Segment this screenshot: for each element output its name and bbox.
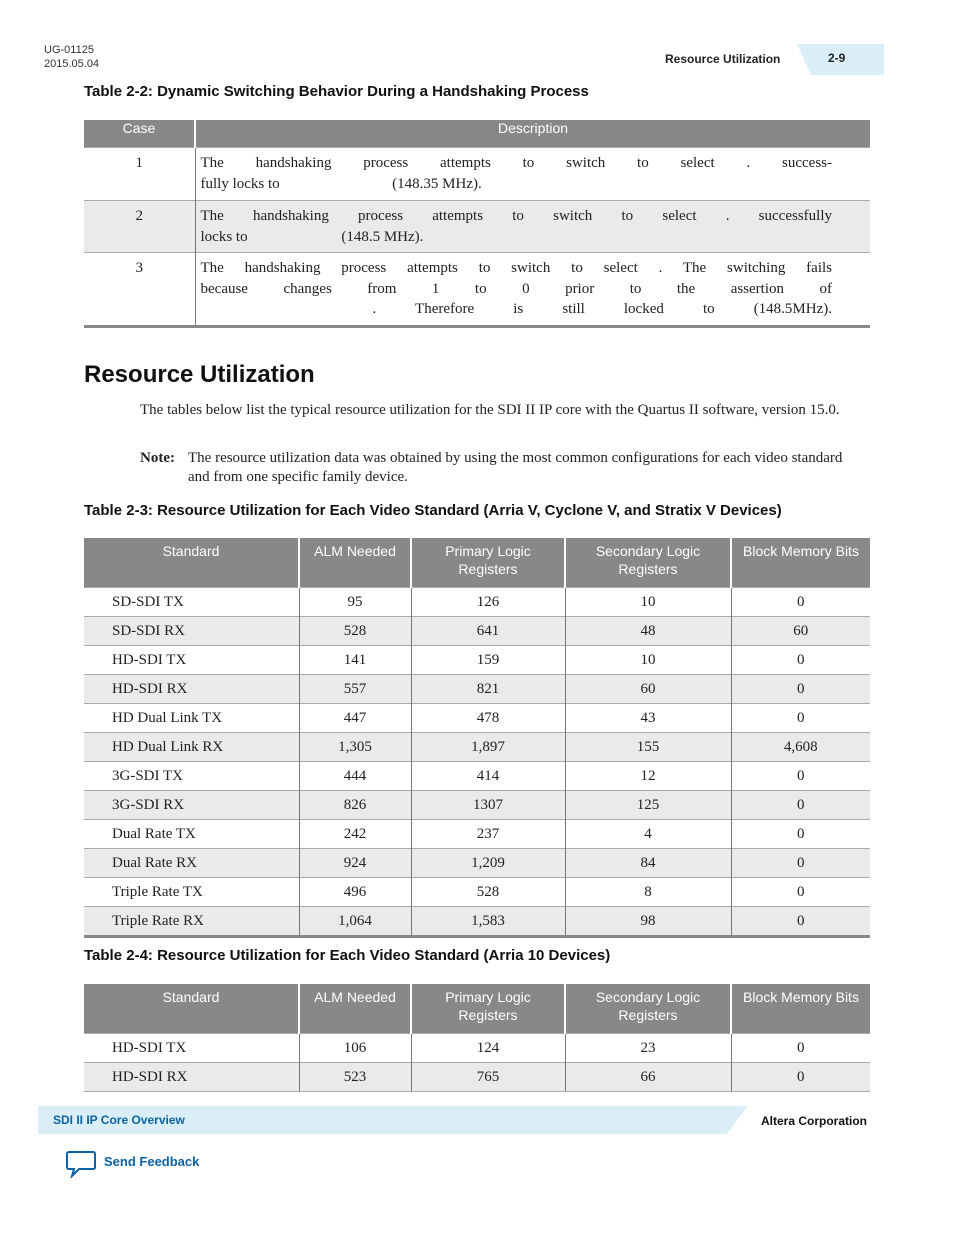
table-row xyxy=(84,253,870,327)
standard-cell: HD-SDI RX xyxy=(84,675,299,704)
note xyxy=(140,449,860,487)
section-title: Resource Utilization xyxy=(84,361,315,388)
table-header-row xyxy=(84,120,870,148)
footer-company: Altera Corporation xyxy=(761,1114,868,1128)
table-row xyxy=(84,704,870,733)
secondary-registers-cell: 66 xyxy=(565,1063,731,1092)
doc-date: 2015.05.04 xyxy=(44,58,100,70)
table-row xyxy=(84,588,870,617)
block-memory-cell: 0 xyxy=(731,588,870,617)
primary-registers-cell: 821 xyxy=(411,675,565,704)
alm-cell: 826 xyxy=(299,791,411,820)
primary-registers-cell: 1307 xyxy=(411,791,565,820)
block-memory-cell: 0 xyxy=(731,820,870,849)
header-block-memory-bits: Block Memory Bits xyxy=(731,984,870,1034)
standard-cell: HD-SDI TX xyxy=(84,1034,299,1063)
primary-registers-cell: 237 xyxy=(411,820,565,849)
case-cell: 1 xyxy=(84,148,195,201)
table-row xyxy=(84,675,870,704)
primary-registers-cell: 1,209 xyxy=(411,849,565,878)
standard-cell: HD Dual Link TX xyxy=(84,704,299,733)
standard-cell: Triple Rate TX xyxy=(84,878,299,907)
description-line xyxy=(201,258,833,279)
alm-cell: 95 xyxy=(299,588,411,617)
primary-registers-cell: 1,897 xyxy=(411,733,565,762)
table-row xyxy=(84,762,870,791)
primary-registers-cell: 414 xyxy=(411,762,565,791)
header-alm-needed: ALM Needed xyxy=(299,538,411,588)
standard-cell: SD-SDI TX xyxy=(84,588,299,617)
table-2-4-body xyxy=(84,1034,870,1092)
table-row xyxy=(84,1034,870,1063)
standard-cell: 3G-SDI TX xyxy=(84,762,299,791)
secondary-registers-cell: 84 xyxy=(565,849,731,878)
primary-registers-cell: 478 xyxy=(411,704,565,733)
block-memory-cell: 0 xyxy=(731,1063,870,1092)
header-section-title: Resource Utilization xyxy=(665,52,781,66)
footer-doc-title[interactable]: SDI II IP Core Overview xyxy=(53,1113,185,1127)
text-fragment: The handshaking process attempts to switch to select xyxy=(200,260,638,276)
primary-registers-cell: 765 xyxy=(411,1063,565,1092)
alm-cell: 1,305 xyxy=(299,733,411,762)
standard-cell: HD Dual Link RX xyxy=(84,733,299,762)
table-2-3-caption: Table 2-3: Resource Utilization for Each Video Standard (Arria V, Cyclone V, and Stratix V Devices) xyxy=(84,502,782,519)
block-memory-cell: 0 xyxy=(731,675,870,704)
description-cell xyxy=(195,148,870,201)
description-cell xyxy=(195,253,870,327)
table-row xyxy=(84,201,870,253)
alm-cell: 242 xyxy=(299,820,411,849)
primary-registers-cell: 159 xyxy=(411,646,565,675)
description-cell xyxy=(195,201,870,253)
table-row xyxy=(84,733,870,762)
page-number: 2-9 xyxy=(828,51,846,65)
table-row xyxy=(84,1063,870,1092)
header-description: Description xyxy=(195,120,870,148)
table-row xyxy=(84,791,870,820)
secondary-registers-cell: 10 xyxy=(565,588,731,617)
case-cell: 3 xyxy=(84,253,195,327)
secondary-registers-cell: 125 xyxy=(565,791,731,820)
secondary-registers-cell: 12 xyxy=(565,762,731,791)
block-memory-cell: 0 xyxy=(731,878,870,907)
secondary-registers-cell: 4 xyxy=(565,820,731,849)
secondary-registers-cell: 155 xyxy=(565,733,731,762)
primary-registers-cell: 124 xyxy=(411,1034,565,1063)
standard-cell: 3G-SDI RX xyxy=(84,791,299,820)
block-memory-cell: 60 xyxy=(731,617,870,646)
alm-cell: 557 xyxy=(299,675,411,704)
header-primary-logic-registers: Primary Logic Registers xyxy=(411,538,565,588)
block-memory-cell: 0 xyxy=(731,762,870,791)
secondary-registers-cell: 8 xyxy=(565,878,731,907)
header-primary-logic-registers: Primary Logic Registers xyxy=(411,984,565,1034)
primary-registers-cell: 528 xyxy=(411,878,565,907)
standard-cell: SD-SDI RX xyxy=(84,617,299,646)
alm-cell: 528 xyxy=(299,617,411,646)
case-cell: 2 xyxy=(84,201,195,253)
block-memory-cell: 0 xyxy=(731,646,870,675)
standard-cell: Dual Rate TX xyxy=(84,820,299,849)
table-2-2 xyxy=(84,120,870,328)
primary-registers-cell: 126 xyxy=(411,588,565,617)
text-fragment: success- xyxy=(782,155,832,171)
header-secondary-logic-registers: Secondary Logic Registers xyxy=(565,538,731,588)
standard-cell: HD-SDI RX xyxy=(84,1063,299,1092)
secondary-registers-cell: 48 xyxy=(565,617,731,646)
secondary-registers-cell: 23 xyxy=(565,1034,731,1063)
table-2-3-body xyxy=(84,588,870,937)
text-fragment: . xyxy=(725,208,730,224)
text-fragment: because xyxy=(200,280,248,297)
header-standard: Standard xyxy=(84,984,299,1034)
alm-cell: 924 xyxy=(299,849,411,878)
table-2-2-caption: Table 2-2: Dynamic Switching Behavior During a Handshaking Process xyxy=(84,83,589,100)
alm-cell: 447 xyxy=(299,704,411,733)
alm-cell: 106 xyxy=(299,1034,411,1063)
header-block-memory-bits: Block Memory Bits xyxy=(731,538,870,588)
text-fragment: is still locked to xyxy=(513,301,715,317)
table-2-4 xyxy=(84,984,870,1092)
secondary-registers-cell: 10 xyxy=(565,646,731,675)
standard-cell: Dual Rate RX xyxy=(84,849,299,878)
header-case: Case xyxy=(84,120,195,148)
primary-registers-cell: 1,583 xyxy=(411,907,565,937)
text-fragment: . The switching fails xyxy=(658,260,832,276)
note-label: Note: xyxy=(140,450,175,466)
document-id xyxy=(44,43,99,71)
table-2-4-caption: Table 2-4: Resource Utilization for Each Video Standard (Arria 10 Devices) xyxy=(84,947,611,964)
alm-cell: 496 xyxy=(299,878,411,907)
intro-paragraph: The tables below list the typical resource utilization for the SDI II IP core with the Quartus II software, version 15.0. xyxy=(140,402,840,418)
table-row xyxy=(84,646,870,675)
table-row xyxy=(84,849,870,878)
block-memory-cell: 0 xyxy=(731,704,870,733)
block-memory-cell: 0 xyxy=(731,1034,870,1063)
secondary-registers-cell: 60 xyxy=(565,675,731,704)
table-row xyxy=(84,907,870,937)
header-alm-needed: ALM Needed xyxy=(299,984,411,1034)
note-text: The resource utilization data was obtained by using the most common configurations for each video standard and from one specific family device. xyxy=(188,450,843,485)
primary-registers-cell: 641 xyxy=(411,617,565,646)
description-line xyxy=(201,153,833,174)
doc-number: UG-01125 xyxy=(44,44,94,56)
description-line xyxy=(201,279,833,300)
standard-cell: HD-SDI TX xyxy=(84,646,299,675)
table-2-3 xyxy=(84,538,870,938)
description-line xyxy=(201,299,833,320)
text-fragment: (148.5MHz). xyxy=(753,301,833,317)
feedback-bubble-icon[interactable] xyxy=(66,1150,96,1178)
text-fragment: changes from 1 to 0 prior to the assertion of xyxy=(283,280,832,297)
standard-cell: Triple Rate RX xyxy=(84,907,299,937)
text-fragment: successfully xyxy=(758,208,832,224)
text-fragment: The handshaking process attempts to switch to select xyxy=(200,208,697,224)
block-memory-cell: 4,608 xyxy=(731,733,870,762)
block-memory-cell: 0 xyxy=(731,849,870,878)
text-fragment: The handshaking process attempts to switch to select xyxy=(200,155,715,171)
text-fragment: . xyxy=(746,155,751,171)
alm-cell: 523 xyxy=(299,1063,411,1092)
block-memory-cell: 0 xyxy=(731,907,870,937)
alm-cell: 141 xyxy=(299,646,411,675)
table-row xyxy=(84,148,870,201)
header-standard: Standard xyxy=(84,538,299,588)
alm-cell: 1,064 xyxy=(299,907,411,937)
table-row xyxy=(84,617,870,646)
header-secondary-logic-registers: Secondary Logic Registers xyxy=(565,984,731,1034)
table-row xyxy=(84,878,870,907)
secondary-registers-cell: 98 xyxy=(565,907,731,937)
description-line: fully locks to (148.35 MHz). xyxy=(200,175,482,192)
description-line: locks to (148.5 MHz). xyxy=(200,228,424,245)
alm-cell: 444 xyxy=(299,762,411,791)
description-line xyxy=(201,206,833,227)
text-fragment: . Therefore xyxy=(372,301,475,317)
secondary-registers-cell: 43 xyxy=(565,704,731,733)
table-row xyxy=(84,820,870,849)
block-memory-cell: 0 xyxy=(731,791,870,820)
table-header-row xyxy=(84,984,870,1034)
table-header-row xyxy=(84,538,870,588)
send-feedback-link[interactable]: Send Feedback xyxy=(104,1154,200,1169)
